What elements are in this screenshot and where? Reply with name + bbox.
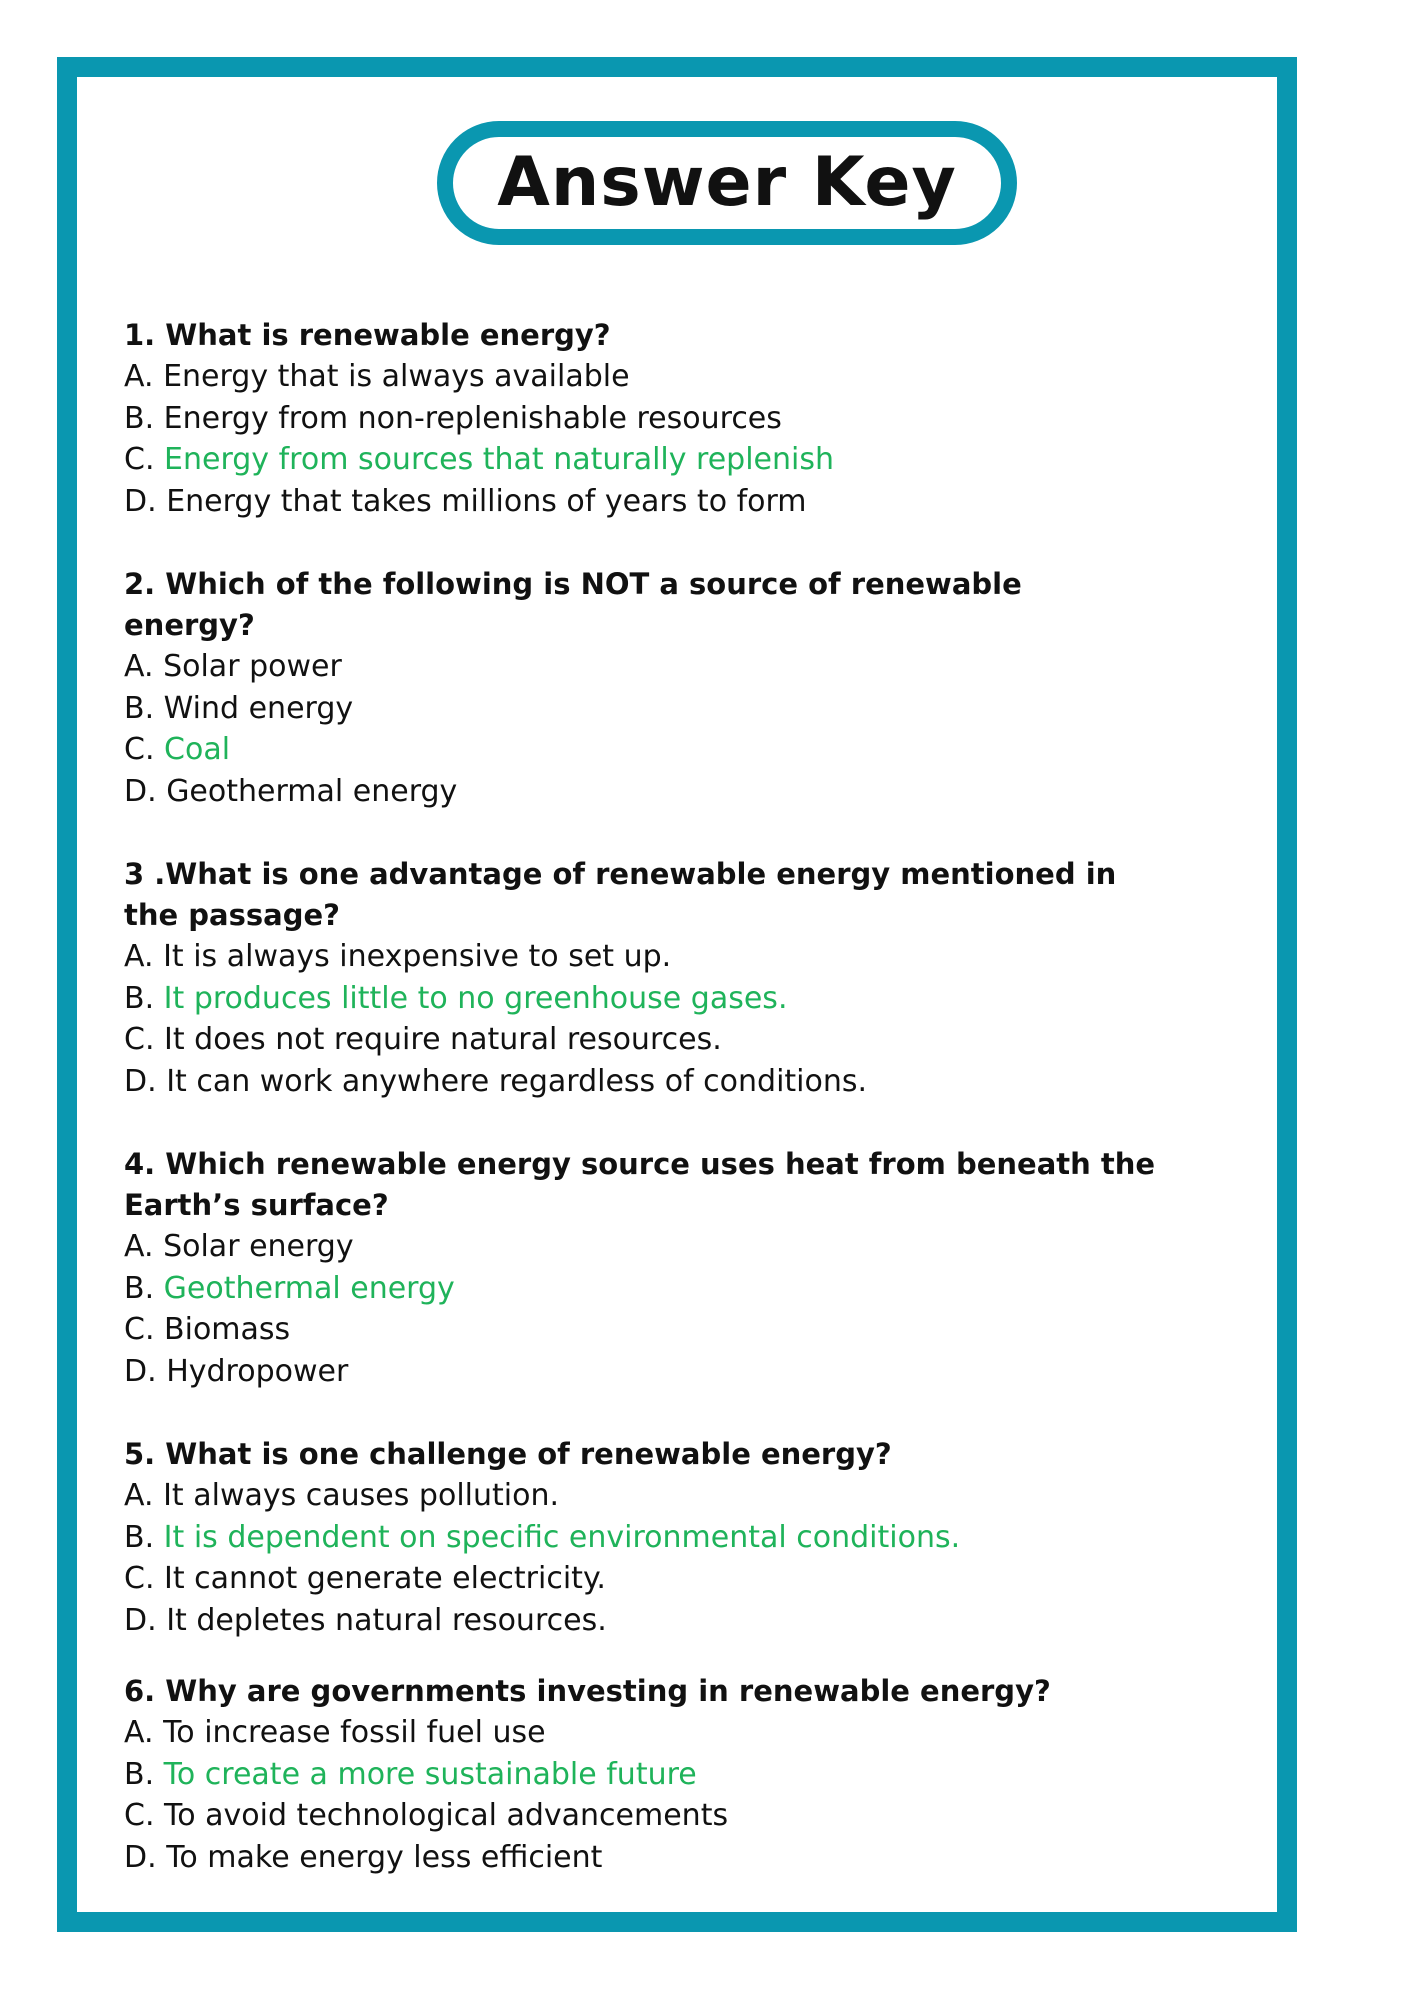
option-d xyxy=(124,771,1204,813)
option-text: Energy from non-replenishable resources xyxy=(163,400,782,436)
option-a xyxy=(124,646,1204,688)
option-text: It can work anywhere regardless of conditions. xyxy=(166,1063,868,1099)
option-letter: D. xyxy=(124,1353,157,1389)
option-d xyxy=(124,1600,1204,1642)
option-a xyxy=(124,936,1204,978)
correct-answer: Coal xyxy=(164,732,231,767)
option-letter: D. xyxy=(124,1602,157,1638)
option-b xyxy=(124,1754,1204,1796)
option-letter: B. xyxy=(124,980,155,1016)
option-d xyxy=(124,1061,1204,1103)
option-letter: B. xyxy=(124,1519,155,1555)
option-letter: B. xyxy=(124,1270,155,1306)
option-d xyxy=(124,1351,1204,1393)
option-letter: D. xyxy=(124,1063,157,1099)
option-d xyxy=(124,1837,1204,1879)
question-text: 4. Which renewable energy source uses heat from beneath the Earth’s surface? xyxy=(124,1147,1156,1222)
option-text: Solar energy xyxy=(163,1229,354,1264)
option-letter: D. xyxy=(124,1839,157,1875)
option-letter: D. xyxy=(124,483,157,519)
option-letter: A. xyxy=(124,649,154,684)
question-text: 6. Why are governments investing in renewable energy? xyxy=(124,1674,1051,1708)
option-text: Solar power xyxy=(163,649,342,684)
option-d xyxy=(124,481,1204,523)
option-a xyxy=(124,1712,1204,1754)
option-letter: C. xyxy=(124,442,155,477)
option-b xyxy=(124,1268,1204,1310)
option-c xyxy=(124,729,1204,771)
option-text: Wind energy xyxy=(163,690,354,726)
option-b xyxy=(124,1517,1204,1559)
option-text: Geothermal energy xyxy=(166,773,458,809)
option-c xyxy=(124,1019,1204,1061)
option-text: Energy that is always available xyxy=(163,359,630,394)
option-b xyxy=(124,978,1204,1020)
question-text: 3 .What is one advantage of renewable energy mentioned in the passage? xyxy=(124,857,1117,932)
option-a xyxy=(124,356,1204,398)
option-c xyxy=(124,1795,1204,1837)
question-2 xyxy=(124,564,1204,812)
question-text: 2. Which of the following is NOT a source of renewable energy? xyxy=(124,567,1022,642)
option-c xyxy=(124,1309,1204,1351)
option-a xyxy=(124,1475,1204,1517)
option-c xyxy=(124,1558,1204,1600)
option-letter: C. xyxy=(124,1022,155,1057)
title-badge xyxy=(437,121,1017,245)
option-b xyxy=(124,398,1204,440)
option-letter: B. xyxy=(124,1756,155,1792)
option-text: Hydropower xyxy=(166,1353,349,1389)
option-b xyxy=(124,688,1204,730)
question-1 xyxy=(124,315,1204,522)
option-letter: A. xyxy=(124,1229,154,1264)
option-letter: A. xyxy=(124,939,154,974)
answer-list xyxy=(124,315,1204,1920)
option-letter: C. xyxy=(124,1798,155,1833)
question-3 xyxy=(124,854,1204,1102)
option-letter: B. xyxy=(124,690,155,726)
question-4 xyxy=(124,1144,1204,1392)
option-text: It always causes pollution. xyxy=(163,1478,560,1513)
option-text: It is always inexpensive to set up. xyxy=(163,939,672,974)
option-text: Energy that takes millions of years to form xyxy=(166,483,807,519)
question-text: 5. What is one challenge of renewable energy? xyxy=(124,1437,892,1471)
option-letter: C. xyxy=(124,732,155,767)
correct-answer: Geothermal energy xyxy=(163,1270,455,1306)
option-letter: A. xyxy=(124,359,154,394)
question-6 xyxy=(124,1671,1204,1878)
option-text: It does not require natural resources. xyxy=(164,1022,722,1057)
option-letter: A. xyxy=(124,1715,154,1750)
correct-answer: To create a more sustainable future xyxy=(163,1756,697,1792)
correct-answer: Energy from sources that naturally replenish xyxy=(164,442,835,477)
option-text: It cannot generate electricity. xyxy=(164,1561,606,1596)
correct-answer: It produces little to no greenhouse gases. xyxy=(163,980,788,1016)
option-text: Biomass xyxy=(164,1312,291,1347)
page-title: Answer Key xyxy=(497,143,957,222)
option-letter: C. xyxy=(124,1312,155,1347)
question-text: 1. What is renewable energy? xyxy=(124,318,611,352)
option-letter: D. xyxy=(124,773,157,809)
correct-answer: It is dependent on specific environmental conditions. xyxy=(163,1519,961,1555)
option-text: It depletes natural resources. xyxy=(166,1602,607,1638)
question-5 xyxy=(124,1434,1204,1641)
option-letter: A. xyxy=(124,1478,154,1513)
option-text: To avoid technological advancements xyxy=(164,1798,729,1833)
option-c xyxy=(124,439,1204,481)
option-a xyxy=(124,1226,1204,1268)
option-text: To make energy less efficient xyxy=(166,1839,603,1875)
option-text: To increase fossil fuel use xyxy=(163,1715,546,1750)
option-letter: B. xyxy=(124,400,155,436)
option-letter: C. xyxy=(124,1561,155,1596)
